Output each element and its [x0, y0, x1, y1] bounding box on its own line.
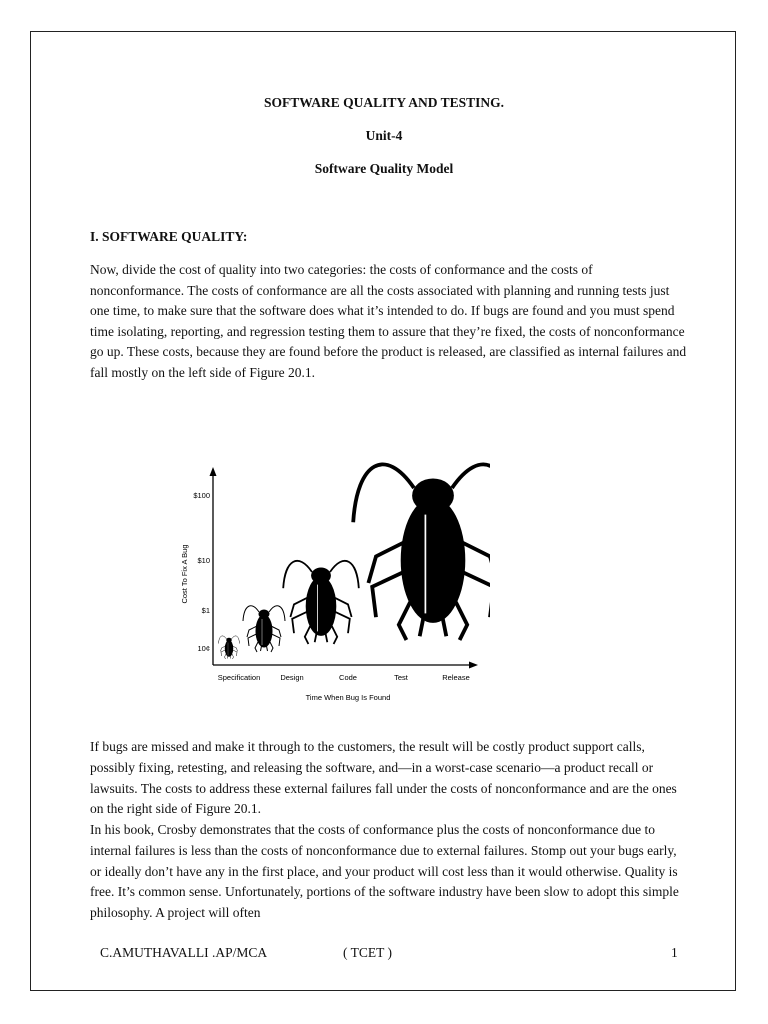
bug-icon: [283, 561, 359, 644]
unit-label: Unit-4: [365, 128, 403, 143]
x-tick-label: Design: [280, 673, 304, 682]
y-tick-label: 10¢: [197, 644, 210, 653]
paragraph-1: Now, divide the cost of quality into two categories: the costs of conformance and the costs of nonconformance. The costs of conformance are all the costs associated with planning and running tests just one time, to make sure that the software does what it’s intended to do. If bugs are found and you must spend time isolating, reporting, and regression testing them to assure that they’re fixed, the costs of nonconformance go up. These costs, because they are found before the product is released, are classified as internal failures and fall mostly on the left side of Figure 20.1.: [90, 262, 687, 380]
footer-author: C.AMUTHAVALLI .AP/MCA: [100, 945, 268, 960]
x-axis-title: Time When Bug Is Found: [305, 693, 391, 702]
footer-page-number: 1: [671, 945, 678, 960]
x-tick-label: Release: [442, 673, 470, 682]
cost-of-bug-figure: [170, 462, 490, 712]
y-tick-label: $10: [197, 556, 210, 565]
y-axis-arrow: [210, 467, 217, 476]
document-title: SOFTWARE QUALITY AND TESTING.: [263, 95, 505, 110]
x-tick-label: Test: [394, 673, 408, 682]
bug-icon: [219, 636, 240, 659]
y-tick-label: $100: [193, 491, 210, 500]
footer-college: ( TCET ): [343, 945, 392, 960]
bug-icon: [243, 606, 285, 652]
paragraph-2: If bugs are missed and make it through to the customers, the result will be costly product support calls, possibly fixing, retesting, and releasing the software, and—in a worst-case scenario—a product recall or lawsuits. The costs to address these external failures fall under the costs of nonconformance and are the ones on the right side of Figure 20.1.: [90, 739, 677, 817]
document-subtitle: Software Quality Model: [314, 161, 454, 176]
bug-illustrations: [219, 464, 491, 659]
x-tick-label: Code: [339, 673, 357, 682]
y-tick-label: $1: [201, 606, 210, 615]
x-tick-label: Specification: [217, 673, 261, 682]
y-axis-title: Cost To Fix A Bug: [180, 544, 189, 604]
paragraph-3: In his book, Crosby demonstrates that the costs of conformance plus the costs of nonconformance due to internal failures is less than the costs of nonconformance due to external failures. Stomp out your bugs early, or ideally don’t have any in the first place, and your product will cost less than it would otherwise. Quality is free. It’s common sense. Unfortunately, portions of the software industry have been slow to adopt this simple philosophy. A project will often: [90, 822, 679, 921]
section-heading: I. SOFTWARE QUALITY:: [90, 229, 248, 244]
bug-icon: [353, 464, 490, 640]
x-axis-arrow: [469, 662, 478, 669]
